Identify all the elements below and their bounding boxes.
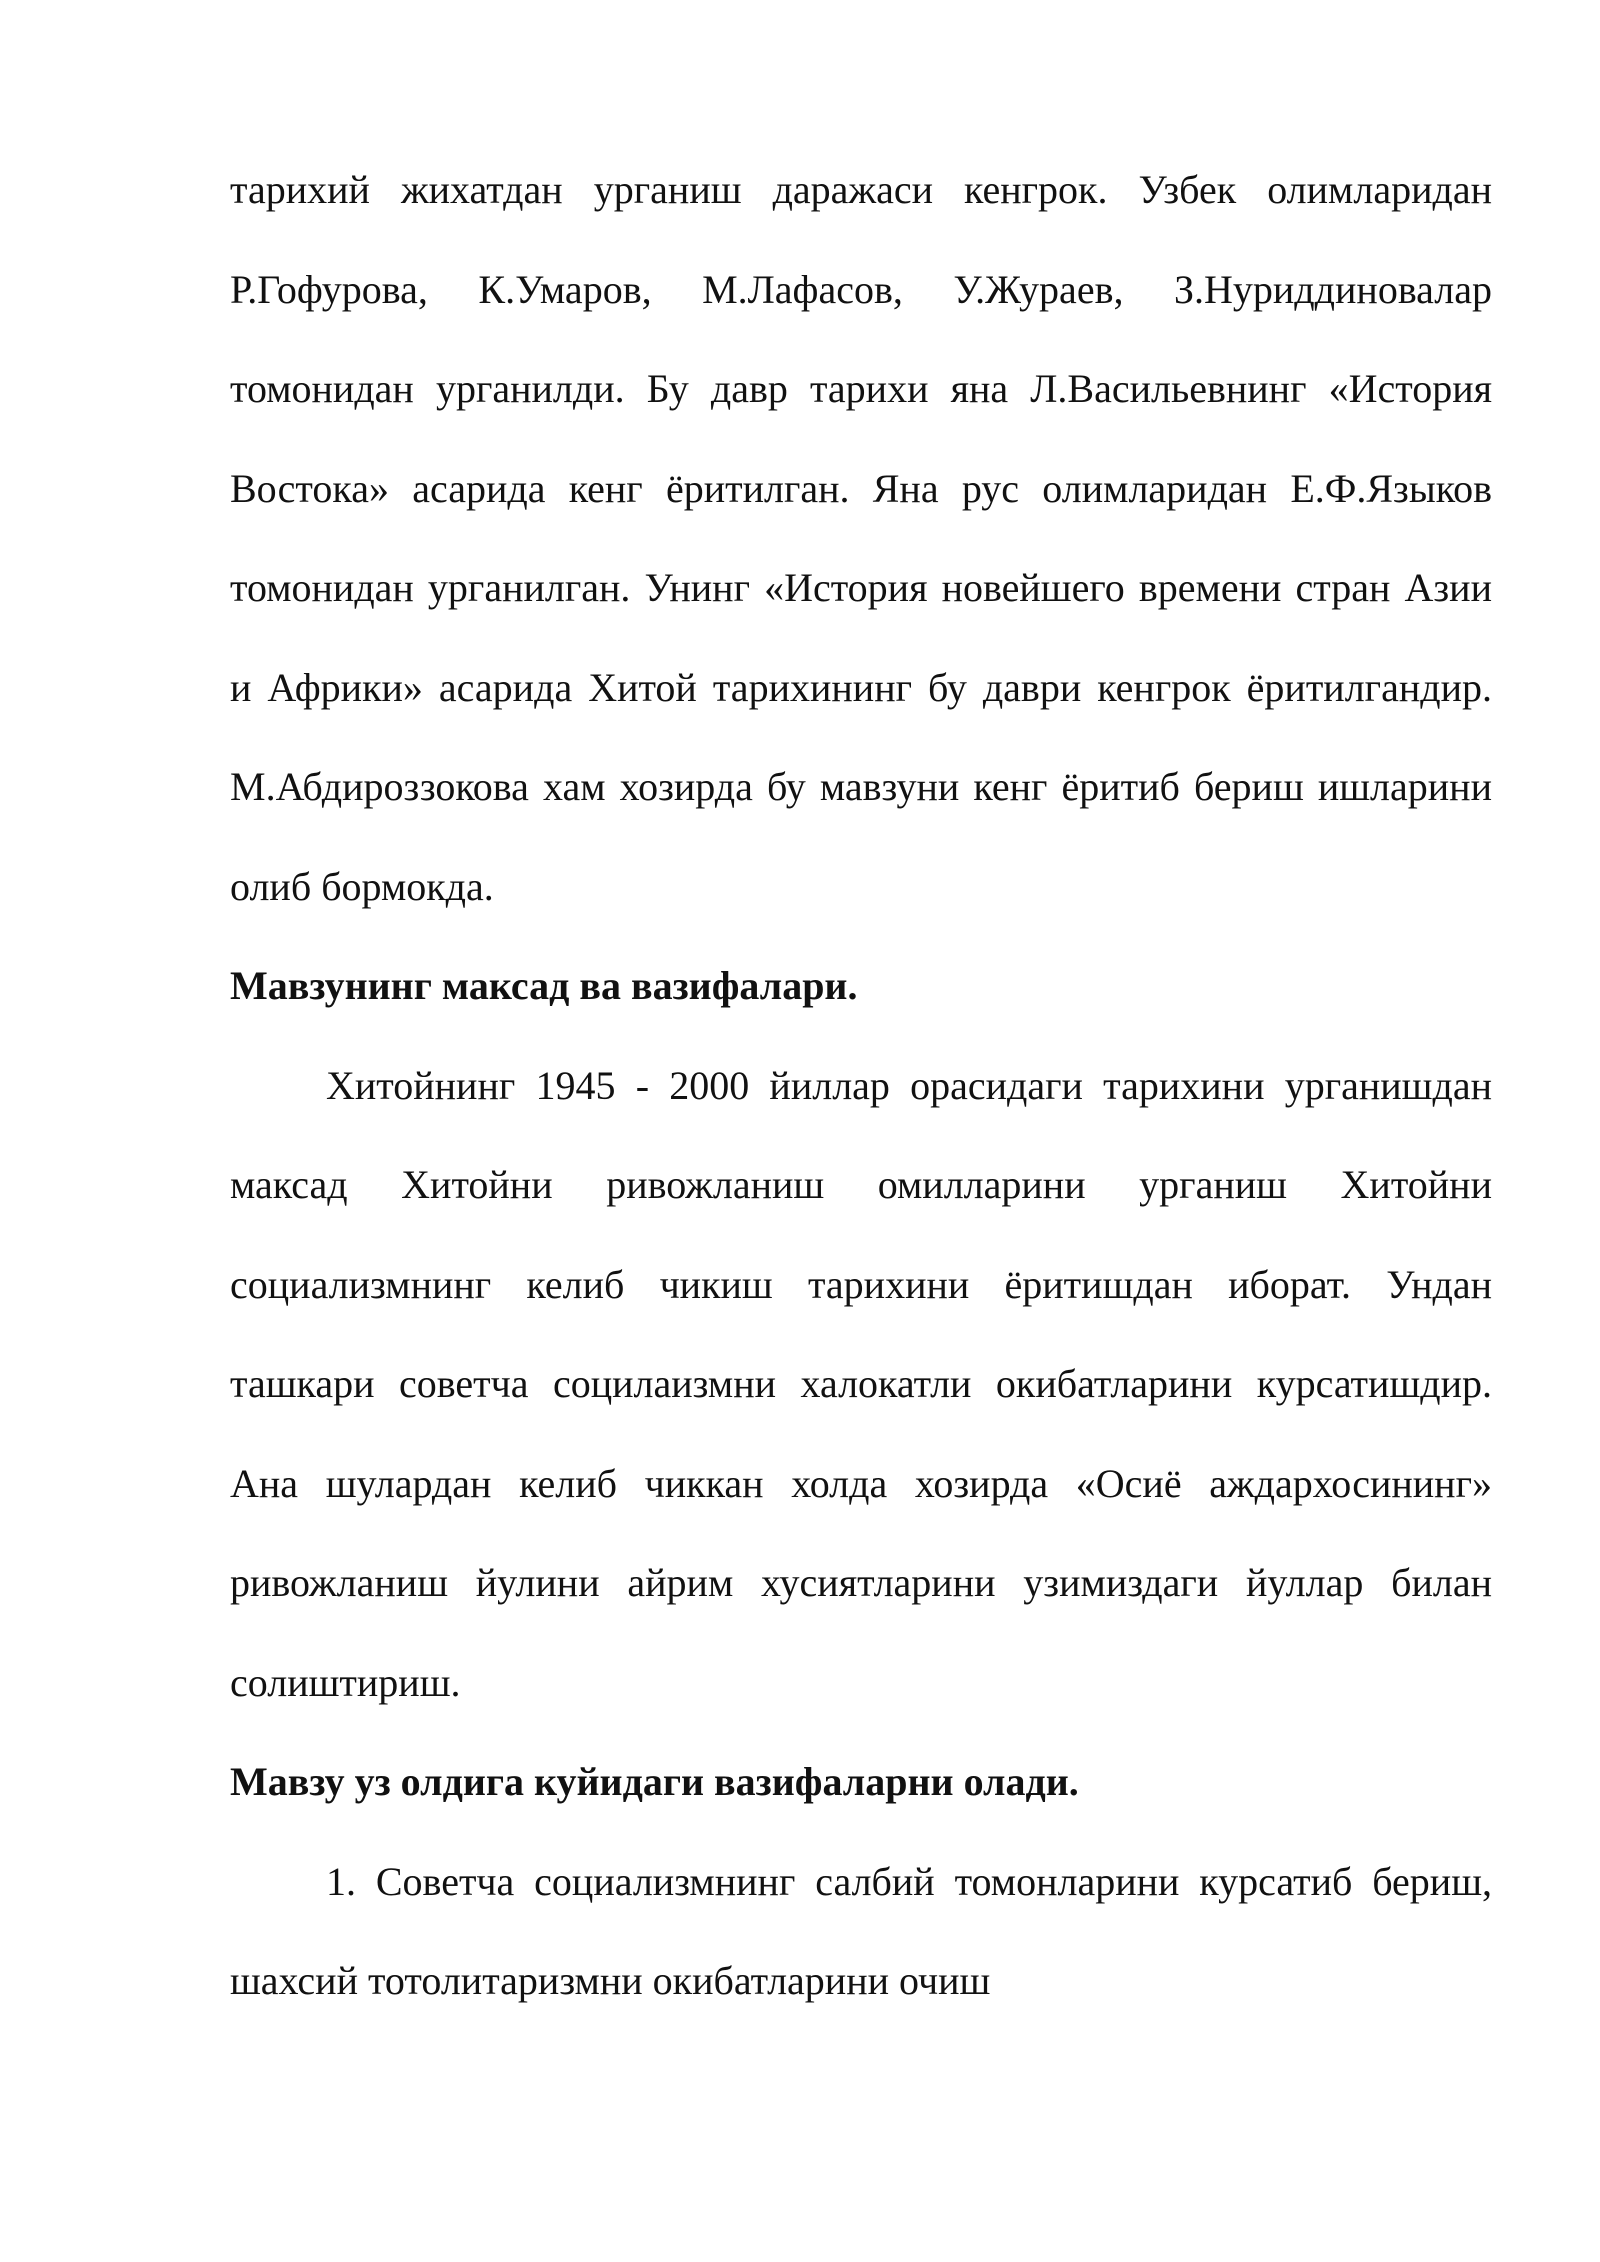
paragraph-literature-review: тарихий жихатдан урганиш даражаси кенгрок. Узбек олимларидан Р.Гофурова, К.Умаров, М.Лафасов, У.Жураев, З.Нуриддиновалар томонидан урганилди. Бу давр тарихи яна Л.Васильевнинг «История Востока» асарида кенг ёритилган. Яна рус олимларидан Е.Ф.Языков томонидан урганилган. Унинг «История новейшего времени стран Азии и Африки» асарида Хитой тарихининг бу даври кенгрок ёритилгандир. М.Абдироззокова хам хозирда бу мавзуни кенг ёритиб бериш ишларини олиб бормокда. xyxy=(230,167,1492,909)
heading-goals-and-tasks: Мавзунинг максад ва вазифалари. xyxy=(230,963,858,1008)
heading-tasks-list: Мавзу уз олдига куйидаги вазифаларни олади. xyxy=(230,1759,1079,1804)
list-item-task-1: 1. Советча социализмнинг салбий томонларини курсатиб бериш, шахсий тотолитаризмни окибатларини очиш xyxy=(230,1858,1492,2003)
document-body xyxy=(230,140,1492,2031)
paragraph-research-goal: Хитойнинг 1945 - 2000 йиллар орасидаги тарихини урганишдан максад Хитойни ривожланиш омилларини урганиш Хитойни социализмнинг келиб чикиш тарихини ёритишдан иборат. Ундан ташкари советча социлаизмни халокатли окибатларини курсатишдир. Ана шулардан келиб чиккан холда хозирда «Осиё аждархосининг» ривожланиш йулини айрим хусиятларини узимиздаги йуллар билан солиштириш. xyxy=(230,1062,1492,1705)
